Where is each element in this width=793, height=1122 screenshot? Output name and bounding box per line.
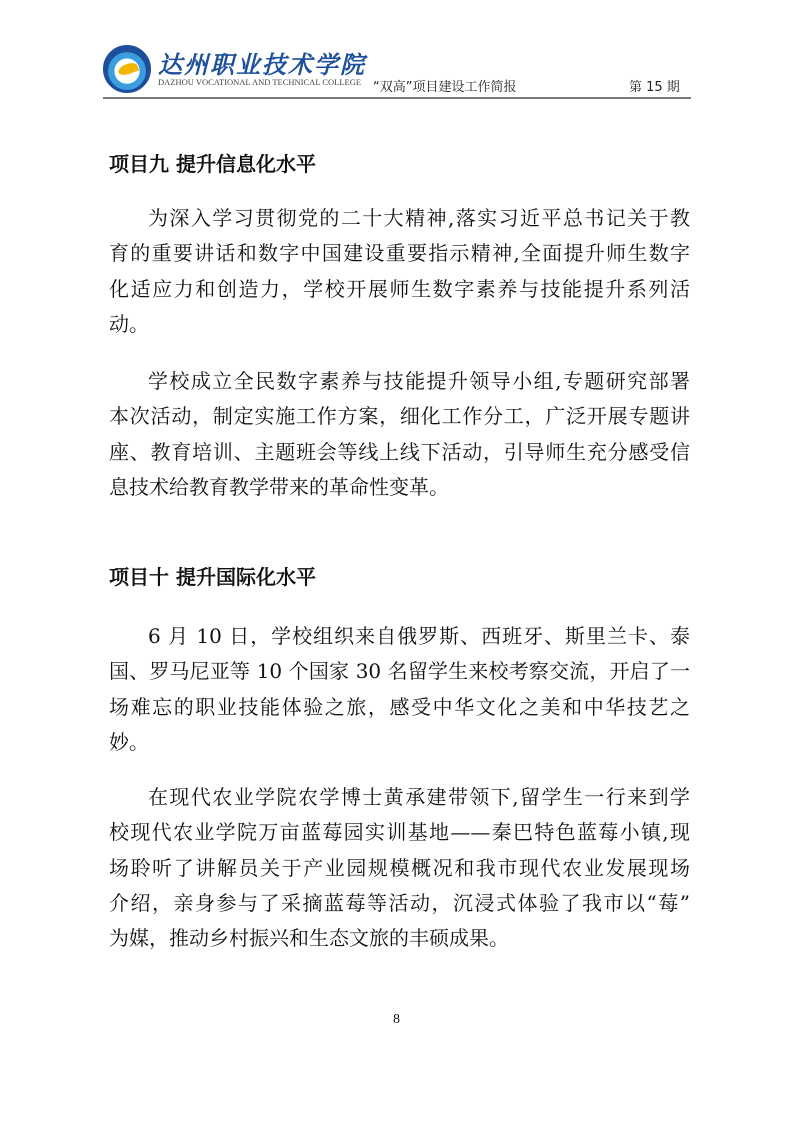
paragraph-line: 化适应力和创造力，学校开展师生数字素养与技能提升系列活 xyxy=(109,276,690,301)
paragraph-line: 妙。 xyxy=(109,729,149,754)
section-heading: 项目十 提升国际化水平 xyxy=(109,565,316,589)
paragraph-line: 学校成立全民数字素养与技能提升领导小组,专题研究部署 xyxy=(148,369,690,393)
college-name-cn: 达州职业技术学院 xyxy=(158,51,366,79)
issue-number: 第 15 期 xyxy=(629,80,680,95)
section-heading: 项目九 提升信息化水平 xyxy=(109,152,316,176)
header-divider xyxy=(103,97,691,99)
page-number: 8 xyxy=(393,1012,400,1027)
paragraph-line: 介绍，亲身参与了采摘蓝莓等活动，沉浸式体验了我市以“莓” xyxy=(109,890,690,915)
paragraph-line: 场难忘的职业技能体验之旅，感受中华文化之美和中华技艺之 xyxy=(109,694,690,719)
paragraph-line: 育的重要讲话和数字中国建设重要指示精神,全面提升师生数字 xyxy=(109,241,690,266)
paragraph-line: 场聆听了讲解员关于产业园规模概况和我市现代农业发展现场 xyxy=(109,855,690,880)
paragraph-line: 动。 xyxy=(109,311,149,336)
paragraph-line: 为深入学习贯彻党的二十大精神,落实习近平总书记关于教 xyxy=(148,206,690,230)
paragraph-line: 为媒，推动乡村振兴和生态文旅的丰硕成果。 xyxy=(109,926,509,951)
college-logo xyxy=(103,45,151,93)
paragraph-line: 座、教育培训、主题班会等线上线下活动，引导师生充分感受信 xyxy=(109,439,690,464)
paragraph-line: 6 月 10 日，学校组织来自俄罗斯、西班牙、斯里兰卡、泰 xyxy=(148,624,690,648)
college-name-en: DAZHOU VOCATIONAL AND TECHNICAL COLLEGE xyxy=(158,77,362,87)
paragraph-line: 校现代农业学院万亩蓝莓园实训基地——秦巴特色蓝莓小镇,现 xyxy=(109,820,690,845)
bulletin-title: “双高”项目建设工作简报 xyxy=(373,80,517,95)
paragraph-line: 在现代农业学院农学博士黄承建带领下,留学生一行来到学 xyxy=(148,785,690,809)
paragraph-line: 本次活动，制定实施工作方案，细化工作分工，广泛开展专题讲 xyxy=(109,404,690,429)
paragraph-line: 国、罗马尼亚等 10 个国家 30 名留学生来校考察交流，开启了一 xyxy=(109,659,690,684)
paragraph-line: 息技术给教育教学带来的革命性变革。 xyxy=(109,474,449,499)
